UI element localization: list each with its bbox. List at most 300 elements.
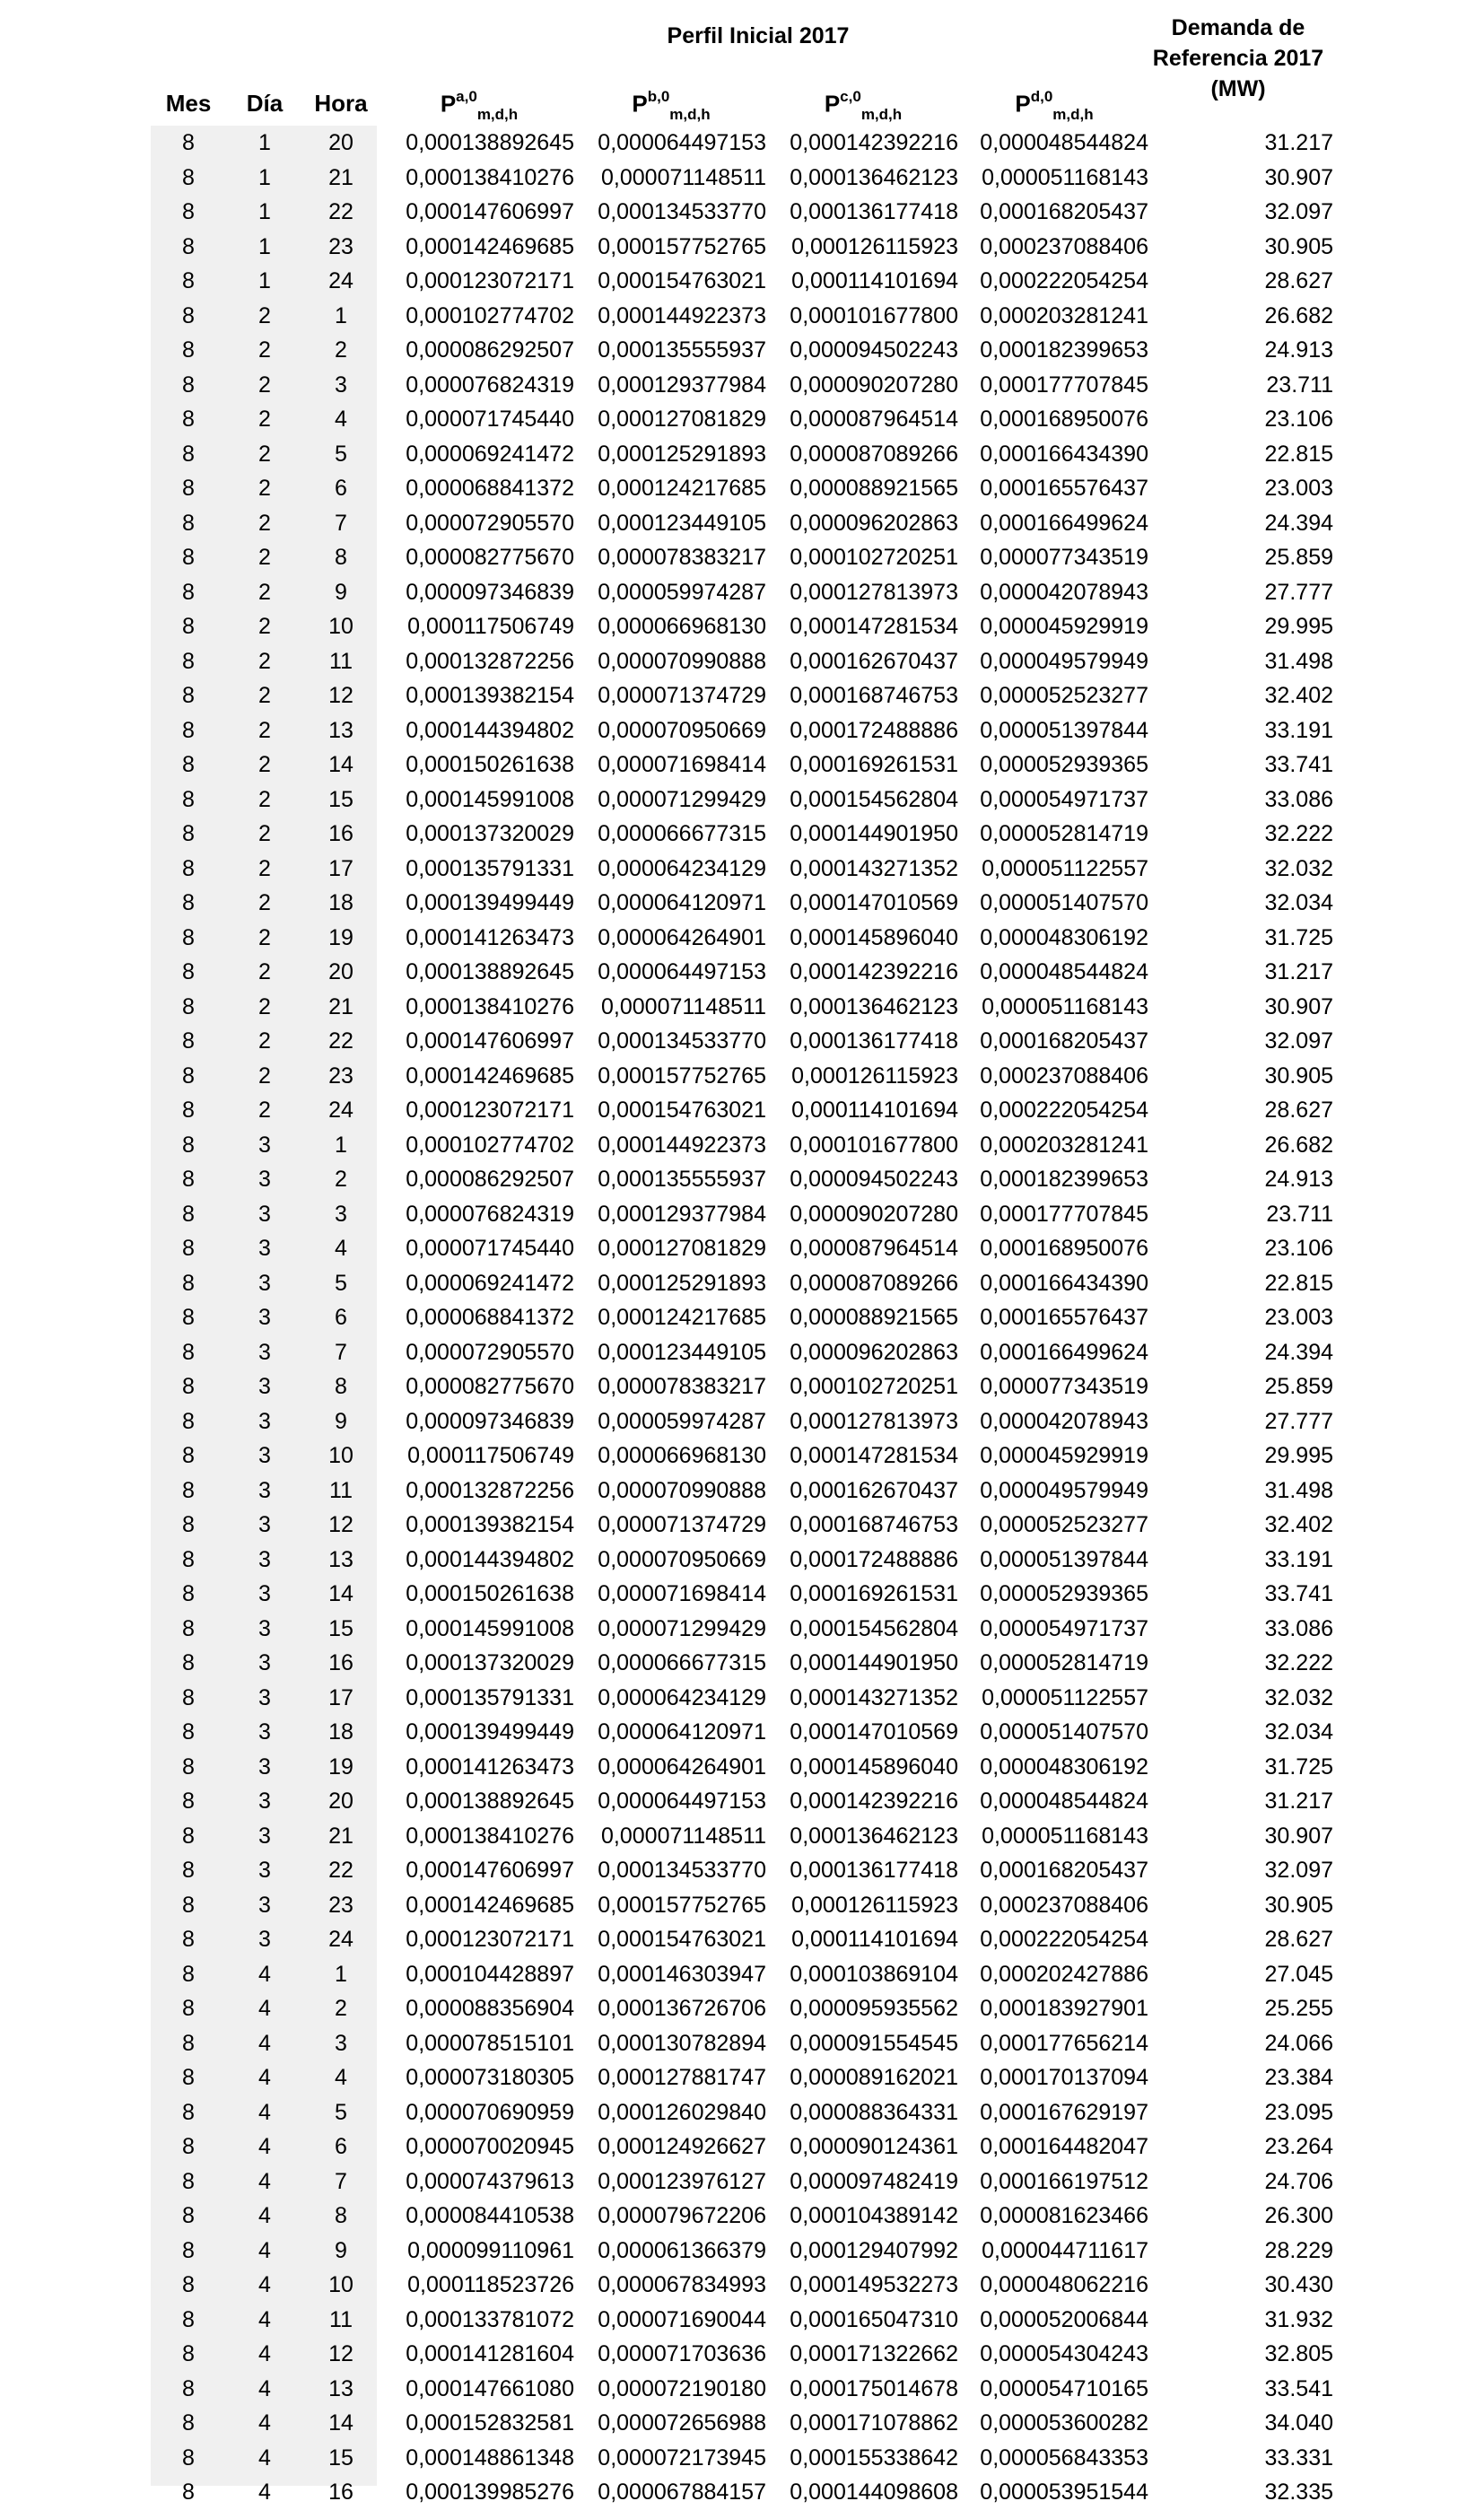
cell-dia: 3 xyxy=(258,1305,271,1330)
cell-pc: 0,000091554545 xyxy=(790,2030,958,2056)
cell-dia: 4 xyxy=(258,2444,271,2471)
cell-hora: 17 xyxy=(328,855,354,881)
cell-pd: 0,000168950076 xyxy=(980,407,1148,432)
cell-hora: 18 xyxy=(328,890,354,915)
cell-pb: 0,000125291893 xyxy=(598,1270,766,1296)
cell-pb: 0,000123976127 xyxy=(598,2168,766,2194)
cell-pc: 0,000090207280 xyxy=(790,372,958,398)
cell-mes: 8 xyxy=(182,2444,195,2471)
table-row xyxy=(0,678,1484,713)
cell-pc: 0,000144098608 xyxy=(790,2479,958,2505)
cell-pa: 0,000099110961 xyxy=(407,2237,574,2263)
cell-pa: 0,000135791331 xyxy=(406,855,574,881)
cell-pc: 0,000136177418 xyxy=(790,1858,958,1883)
table-row xyxy=(0,195,1484,230)
cell-hora: 1 xyxy=(335,1132,347,1158)
cell-hora: 17 xyxy=(328,1684,354,1710)
cell-pc: 0,000142392216 xyxy=(790,130,958,155)
cell-dia: 2 xyxy=(258,372,271,398)
cell-pd: 0,000051168143 xyxy=(982,164,1148,190)
table-row xyxy=(0,921,1484,956)
cell-pd: 0,000052939365 xyxy=(980,1581,1148,1606)
cell-demanda: 24.394 xyxy=(1264,1339,1333,1365)
cell-pc: 0,000103869104 xyxy=(790,1961,958,1987)
table-row xyxy=(0,886,1484,921)
cell-pc: 0,000155338642 xyxy=(790,2444,958,2471)
cell-pd: 0,000051397844 xyxy=(980,717,1148,743)
table-row xyxy=(0,1646,1484,1681)
table-row xyxy=(0,1508,1484,1543)
cell-hora: 6 xyxy=(335,476,347,501)
cell-dia: 2 xyxy=(258,407,271,432)
cell-dia: 4 xyxy=(258,2272,271,2297)
table-row xyxy=(0,713,1484,748)
cell-hora: 22 xyxy=(328,1028,354,1054)
table-row xyxy=(0,1715,1484,1750)
cell-mes: 8 xyxy=(182,1028,195,1054)
cell-pc: 0,000088364331 xyxy=(790,2099,958,2125)
cell-pd: 0,000182399653 xyxy=(980,337,1148,363)
cell-demanda: 32.222 xyxy=(1264,1650,1333,1675)
cell-pc: 0,000143271352 xyxy=(790,855,958,881)
cell-hora: 14 xyxy=(328,2410,354,2436)
cell-pa: 0,000074379613 xyxy=(406,2168,574,2194)
cell-pd: 0,000048544824 xyxy=(980,959,1148,984)
cell-pd: 0,000052939365 xyxy=(980,752,1148,777)
cell-pb: 0,000071148511 xyxy=(601,993,766,1019)
cell-hora: 21 xyxy=(328,993,354,1019)
cell-demanda: 28.627 xyxy=(1264,268,1333,293)
cell-pa: 0,000078515101 xyxy=(406,2030,574,2056)
column-header-pc xyxy=(768,90,958,122)
cell-pa: 0,000123072171 xyxy=(406,268,574,293)
cell-mes: 8 xyxy=(182,1961,195,1987)
cell-pb: 0,000071299429 xyxy=(598,786,766,812)
cell-pa: 0,000132872256 xyxy=(406,648,574,674)
cell-pa: 0,000123072171 xyxy=(406,1927,574,1952)
cell-mes: 8 xyxy=(182,2341,195,2366)
cell-dia: 2 xyxy=(258,890,271,915)
table-row xyxy=(0,1991,1484,2026)
table-row xyxy=(0,1784,1484,1819)
cell-hora: 16 xyxy=(328,1650,354,1675)
cell-pd: 0,000237088406 xyxy=(980,233,1148,259)
cell-hora: 19 xyxy=(328,924,354,950)
cell-pd: 0,000048544824 xyxy=(980,130,1148,155)
cell-pd: 0,000177707845 xyxy=(980,1201,1148,1227)
cell-pb: 0,000079672206 xyxy=(598,2203,766,2228)
pb-sup: b,0 xyxy=(647,88,670,105)
cell-hora: 4 xyxy=(335,2065,347,2090)
cell-hora: 23 xyxy=(328,1063,354,1089)
cell-pb: 0,000072656988 xyxy=(598,2410,766,2436)
cell-demanda: 30.430 xyxy=(1264,2272,1333,2297)
table-row xyxy=(0,126,1484,161)
cell-dia: 3 xyxy=(258,1858,271,1883)
cell-dia: 2 xyxy=(258,786,271,812)
cell-pa: 0,000076824319 xyxy=(406,372,574,398)
cell-pd: 0,000048306192 xyxy=(980,1754,1148,1780)
cell-demanda: 22.815 xyxy=(1264,1270,1333,1296)
table-row xyxy=(0,575,1484,610)
cell-pc: 0,000142392216 xyxy=(790,959,958,984)
cell-pc: 0,000162670437 xyxy=(790,648,958,674)
cell-pb: 0,000071374729 xyxy=(598,1512,766,1537)
cell-demanda: 31.217 xyxy=(1264,1788,1333,1814)
cell-hora: 15 xyxy=(328,1615,354,1641)
cell-dia: 3 xyxy=(258,1788,271,1814)
cell-dia: 3 xyxy=(258,1719,271,1745)
cell-pa: 0,000138892645 xyxy=(406,130,574,155)
cell-mes: 8 xyxy=(182,648,195,674)
cell-mes: 8 xyxy=(182,683,195,708)
cell-mes: 8 xyxy=(182,1615,195,1641)
cell-pb: 0,000064234129 xyxy=(598,1684,766,1710)
cell-pc: 0,000101677800 xyxy=(790,302,958,328)
cell-hora: 7 xyxy=(335,2168,347,2194)
cell-pa: 0,000139382154 xyxy=(406,1512,574,1537)
cell-pa: 0,000071745440 xyxy=(406,1236,574,1261)
cell-dia: 3 xyxy=(258,1408,271,1434)
cell-dia: 2 xyxy=(258,441,271,467)
cell-pa: 0,000145991008 xyxy=(406,786,574,812)
cell-pa: 0,000147661080 xyxy=(406,2375,574,2401)
table-row xyxy=(0,2303,1484,2338)
cell-pa: 0,000082775670 xyxy=(406,1374,574,1399)
cell-mes: 8 xyxy=(182,1167,195,1192)
table-row xyxy=(0,2406,1484,2441)
cell-dia: 2 xyxy=(258,683,271,708)
cell-demanda: 23.003 xyxy=(1264,1305,1333,1330)
cell-pc: 0,000171078862 xyxy=(790,2410,958,2436)
cell-pd: 0,000077343519 xyxy=(980,1374,1148,1399)
cell-pd: 0,000051407570 xyxy=(980,890,1148,915)
cell-pc: 0,000090124361 xyxy=(790,2134,958,2159)
cell-pc: 0,000114101694 xyxy=(791,268,958,293)
cell-pb: 0,000124926627 xyxy=(598,2134,766,2159)
cell-mes: 8 xyxy=(182,1650,195,1675)
cell-mes: 8 xyxy=(182,1339,195,1365)
cell-pc: 0,000172488886 xyxy=(790,1546,958,1572)
cell-pb: 0,000064497153 xyxy=(598,130,766,155)
cell-pb: 0,000072173945 xyxy=(598,2444,766,2471)
table-row xyxy=(0,1369,1484,1404)
cell-pc: 0,000087964514 xyxy=(790,1236,958,1261)
cell-dia: 1 xyxy=(258,233,271,259)
cell-pd: 0,000048544824 xyxy=(980,1788,1148,1814)
cell-pa: 0,000133781072 xyxy=(406,2306,574,2332)
cell-hora: 20 xyxy=(328,959,354,984)
cell-pc: 0,000147010569 xyxy=(790,890,958,915)
cell-pd: 0,000166197512 xyxy=(980,2168,1148,2194)
cell-pb: 0,000129377984 xyxy=(598,1201,766,1227)
cell-hora: 14 xyxy=(328,752,354,777)
table-row xyxy=(0,540,1484,575)
cell-pb: 0,000064234129 xyxy=(598,855,766,881)
cell-hora: 24 xyxy=(328,1098,354,1123)
cell-dia: 2 xyxy=(258,959,271,984)
cell-pb: 0,000135555937 xyxy=(598,1167,766,1192)
table-row xyxy=(0,2026,1484,2061)
cell-mes: 8 xyxy=(182,2065,195,2090)
cell-pa: 0,000141263473 xyxy=(406,924,574,950)
cell-hora: 24 xyxy=(328,268,354,293)
cell-demanda: 32.335 xyxy=(1264,2479,1333,2505)
cell-demanda: 32.805 xyxy=(1264,2341,1333,2366)
table-row xyxy=(0,402,1484,437)
cell-hora: 8 xyxy=(335,545,347,570)
cell-pb: 0,000061366379 xyxy=(598,2237,766,2263)
cell-pb: 0,000064120971 xyxy=(598,1719,766,1745)
cell-pa: 0,000141263473 xyxy=(406,1754,574,1780)
cell-dia: 2 xyxy=(258,717,271,743)
cell-pc: 0,000088921565 xyxy=(790,1305,958,1330)
cell-pd: 0,000051168143 xyxy=(982,993,1148,1019)
cell-hora: 2 xyxy=(335,337,347,363)
cell-dia: 4 xyxy=(258,2341,271,2366)
cell-hora: 14 xyxy=(328,1581,354,1606)
table-row xyxy=(0,437,1484,472)
cell-pa: 0,000117506749 xyxy=(407,1443,574,1468)
cell-hora: 20 xyxy=(328,130,354,155)
cell-dia: 2 xyxy=(258,579,271,605)
cell-pd: 0,000052814719 xyxy=(980,1650,1148,1675)
cell-pa: 0,000150261638 xyxy=(406,752,574,777)
cell-pc: 0,000088921565 xyxy=(790,476,958,501)
cell-mes: 8 xyxy=(182,1719,195,1745)
cell-demanda: 31.217 xyxy=(1264,130,1333,155)
cell-pc: 0,000175014678 xyxy=(790,2375,958,2401)
table-row xyxy=(0,1266,1484,1301)
cell-demanda: 26.682 xyxy=(1264,302,1333,328)
cell-dia: 2 xyxy=(258,1028,271,1054)
column-header-dia: Día xyxy=(246,90,284,117)
cell-pc: 0,000147010569 xyxy=(790,1719,958,1745)
cell-pb: 0,000124217685 xyxy=(598,1305,766,1330)
cell-demanda: 26.682 xyxy=(1264,1132,1333,1158)
cell-pd: 0,000203281241 xyxy=(980,1132,1148,1158)
cell-pd: 0,000081623466 xyxy=(980,2203,1148,2228)
cell-demanda: 31.725 xyxy=(1264,924,1333,950)
cell-pb: 0,000070990888 xyxy=(598,1477,766,1503)
cell-pd: 0,000237088406 xyxy=(980,1063,1148,1089)
cell-pb: 0,000125291893 xyxy=(598,441,766,467)
cell-demanda: 30.905 xyxy=(1264,233,1333,259)
cell-hora: 9 xyxy=(335,1408,347,1434)
cell-pd: 0,000051397844 xyxy=(980,1546,1148,1572)
column-header-pb xyxy=(576,90,766,122)
cell-pd: 0,000048062216 xyxy=(980,2272,1148,2297)
cell-pc: 0,000162670437 xyxy=(790,1477,958,1503)
cell-pb: 0,000154763021 xyxy=(598,1927,766,1952)
cell-pa: 0,000076824319 xyxy=(406,1201,574,1227)
cell-demanda: 22.815 xyxy=(1264,441,1333,467)
cell-mes: 8 xyxy=(182,717,195,743)
cell-mes: 8 xyxy=(182,2099,195,2125)
cell-dia: 4 xyxy=(258,2099,271,2125)
cell-hora: 18 xyxy=(328,1719,354,1745)
cell-dia: 4 xyxy=(258,2203,271,2228)
cell-pa: 0,000142469685 xyxy=(406,1063,574,1089)
cell-dia: 3 xyxy=(258,1132,271,1158)
demand-header-line-2: Referencia 2017 xyxy=(1152,46,1324,71)
cell-pa: 0,000137320029 xyxy=(406,821,574,846)
cell-mes: 8 xyxy=(182,890,195,915)
cell-pd: 0,000222054254 xyxy=(980,1098,1148,1123)
cell-dia: 4 xyxy=(258,1996,271,2021)
cell-hora: 13 xyxy=(328,2375,354,2401)
cell-dia: 2 xyxy=(258,855,271,881)
cell-pb: 0,000124217685 xyxy=(598,476,766,501)
cell-hora: 4 xyxy=(335,407,347,432)
cell-pb: 0,000157752765 xyxy=(598,1063,766,1089)
cell-mes: 8 xyxy=(182,2479,195,2505)
cell-pd: 0,000177707845 xyxy=(980,372,1148,398)
cell-pd: 0,000052523277 xyxy=(980,683,1148,708)
cell-pb: 0,000144922373 xyxy=(598,1132,766,1158)
cell-pc: 0,000126115923 xyxy=(791,1063,958,1089)
cell-pa: 0,000147606997 xyxy=(406,199,574,224)
cell-mes: 8 xyxy=(182,268,195,293)
table-row xyxy=(0,1197,1484,1232)
cell-demanda: 33.741 xyxy=(1264,1581,1333,1606)
cell-pc: 0,000154562804 xyxy=(790,1615,958,1641)
table-row xyxy=(0,1162,1484,1197)
cell-pd: 0,000168950076 xyxy=(980,1236,1148,1261)
cell-pa: 0,000148861348 xyxy=(406,2444,574,2471)
cell-dia: 1 xyxy=(258,268,271,293)
cell-hora: 1 xyxy=(335,1961,347,1987)
cell-pb: 0,000129377984 xyxy=(598,372,766,398)
cell-pc: 0,000144901950 xyxy=(790,1650,958,1675)
cell-dia: 2 xyxy=(258,924,271,950)
cell-dia: 2 xyxy=(258,614,271,639)
cell-hora: 11 xyxy=(329,648,353,674)
cell-demanda: 27.045 xyxy=(1264,1961,1333,1987)
cell-hora: 3 xyxy=(335,1201,347,1227)
table-row xyxy=(0,1335,1484,1370)
cell-mes: 8 xyxy=(182,924,195,950)
cell-dia: 3 xyxy=(258,1201,271,1227)
cell-dia: 3 xyxy=(258,1892,271,1918)
cell-pc: 0,000168746753 xyxy=(790,1512,958,1537)
cell-mes: 8 xyxy=(182,407,195,432)
cell-pb: 0,000071148511 xyxy=(601,164,766,190)
cell-pd: 0,000166434390 xyxy=(980,1270,1148,1296)
cell-pd: 0,000042078943 xyxy=(980,1408,1148,1434)
cell-pb: 0,000154763021 xyxy=(598,268,766,293)
pd-base: P xyxy=(1015,90,1031,118)
pc-base: P xyxy=(824,90,841,118)
cell-pc: 0,000136462123 xyxy=(790,1823,958,1849)
cell-hora: 1 xyxy=(335,302,347,328)
cell-pa: 0,000139985276 xyxy=(406,2479,574,2505)
table-row xyxy=(0,1957,1484,1992)
cell-hora: 23 xyxy=(328,1892,354,1918)
cell-demanda: 31.498 xyxy=(1264,1477,1333,1503)
cell-pd: 0,000166499624 xyxy=(980,510,1148,536)
cell-pb: 0,000134533770 xyxy=(598,1858,766,1883)
table-row xyxy=(0,1853,1484,1888)
cell-pc: 0,000149532273 xyxy=(790,2272,958,2297)
cell-pc: 0,000154562804 xyxy=(790,786,958,812)
cell-pd: 0,000044711617 xyxy=(982,2237,1148,2263)
cell-mes: 8 xyxy=(182,752,195,777)
cell-hora: 10 xyxy=(328,614,354,639)
cell-hora: 6 xyxy=(335,1305,347,1330)
cell-pb: 0,000070950669 xyxy=(598,1546,766,1572)
cell-demanda: 30.905 xyxy=(1264,1063,1333,1089)
cell-pd: 0,000045929919 xyxy=(980,614,1148,639)
cell-pa: 0,000141281604 xyxy=(406,2341,574,2366)
cell-hora: 12 xyxy=(328,2341,354,2366)
table-row xyxy=(0,2095,1484,2130)
cell-mes: 8 xyxy=(182,855,195,881)
cell-pa: 0,000082775670 xyxy=(406,545,574,570)
cell-hora: 22 xyxy=(328,199,354,224)
table-row xyxy=(0,817,1484,852)
cell-pa: 0,000097346839 xyxy=(406,579,574,605)
cell-pa: 0,000123072171 xyxy=(406,1098,574,1123)
cell-pc: 0,000169261531 xyxy=(790,1581,958,1606)
cell-pc: 0,000147281534 xyxy=(790,1443,958,1468)
cell-pc: 0,000142392216 xyxy=(790,1788,958,1814)
table-row xyxy=(0,2060,1484,2095)
cell-dia: 3 xyxy=(258,1443,271,1468)
cell-hora: 10 xyxy=(328,1443,354,1468)
cell-pd: 0,000054971737 xyxy=(980,786,1148,812)
cell-hora: 23 xyxy=(328,233,354,259)
table-row xyxy=(0,852,1484,887)
cell-pa: 0,000086292507 xyxy=(406,337,574,363)
pd-sup: d,0 xyxy=(1030,88,1053,105)
cell-demanda: 28.229 xyxy=(1264,2237,1333,2263)
cell-pc: 0,000096202863 xyxy=(790,1339,958,1365)
cell-pb: 0,000127081829 xyxy=(598,407,766,432)
cell-pc: 0,000169261531 xyxy=(790,752,958,777)
table-row xyxy=(0,2165,1484,2200)
cell-mes: 8 xyxy=(182,579,195,605)
cell-demanda: 23.711 xyxy=(1266,1201,1333,1227)
cell-pa: 0,000070020945 xyxy=(406,2134,574,2159)
cell-pc: 0,000101677800 xyxy=(790,1132,958,1158)
cell-demanda: 32.034 xyxy=(1264,1719,1333,1745)
cell-hora: 4 xyxy=(335,1236,347,1261)
cell-dia: 3 xyxy=(258,1684,271,1710)
cell-demanda: 33.331 xyxy=(1264,2444,1333,2471)
cell-dia: 3 xyxy=(258,1270,271,1296)
cell-mes: 8 xyxy=(182,1892,195,1918)
cell-hora: 5 xyxy=(335,2099,347,2125)
cell-pa: 0,000102774702 xyxy=(406,1132,574,1158)
cell-pc: 0,000136177418 xyxy=(790,199,958,224)
cell-mes: 8 xyxy=(182,130,195,155)
cell-mes: 8 xyxy=(182,164,195,190)
cell-demanda: 25.255 xyxy=(1264,1996,1333,2021)
cell-pa: 0,000142469685 xyxy=(406,233,574,259)
cell-pb: 0,000123449105 xyxy=(598,1339,766,1365)
cell-dia: 3 xyxy=(258,1581,271,1606)
cell-dia: 2 xyxy=(258,821,271,846)
cell-mes: 8 xyxy=(182,1546,195,1572)
cell-pd: 0,000056843353 xyxy=(980,2444,1148,2471)
cell-pa: 0,000072905570 xyxy=(406,510,574,536)
cell-pd: 0,000165576437 xyxy=(980,476,1148,501)
cell-hora: 2 xyxy=(335,1996,347,2021)
cell-mes: 8 xyxy=(182,1858,195,1883)
table-row xyxy=(0,1404,1484,1439)
cell-mes: 8 xyxy=(182,372,195,398)
